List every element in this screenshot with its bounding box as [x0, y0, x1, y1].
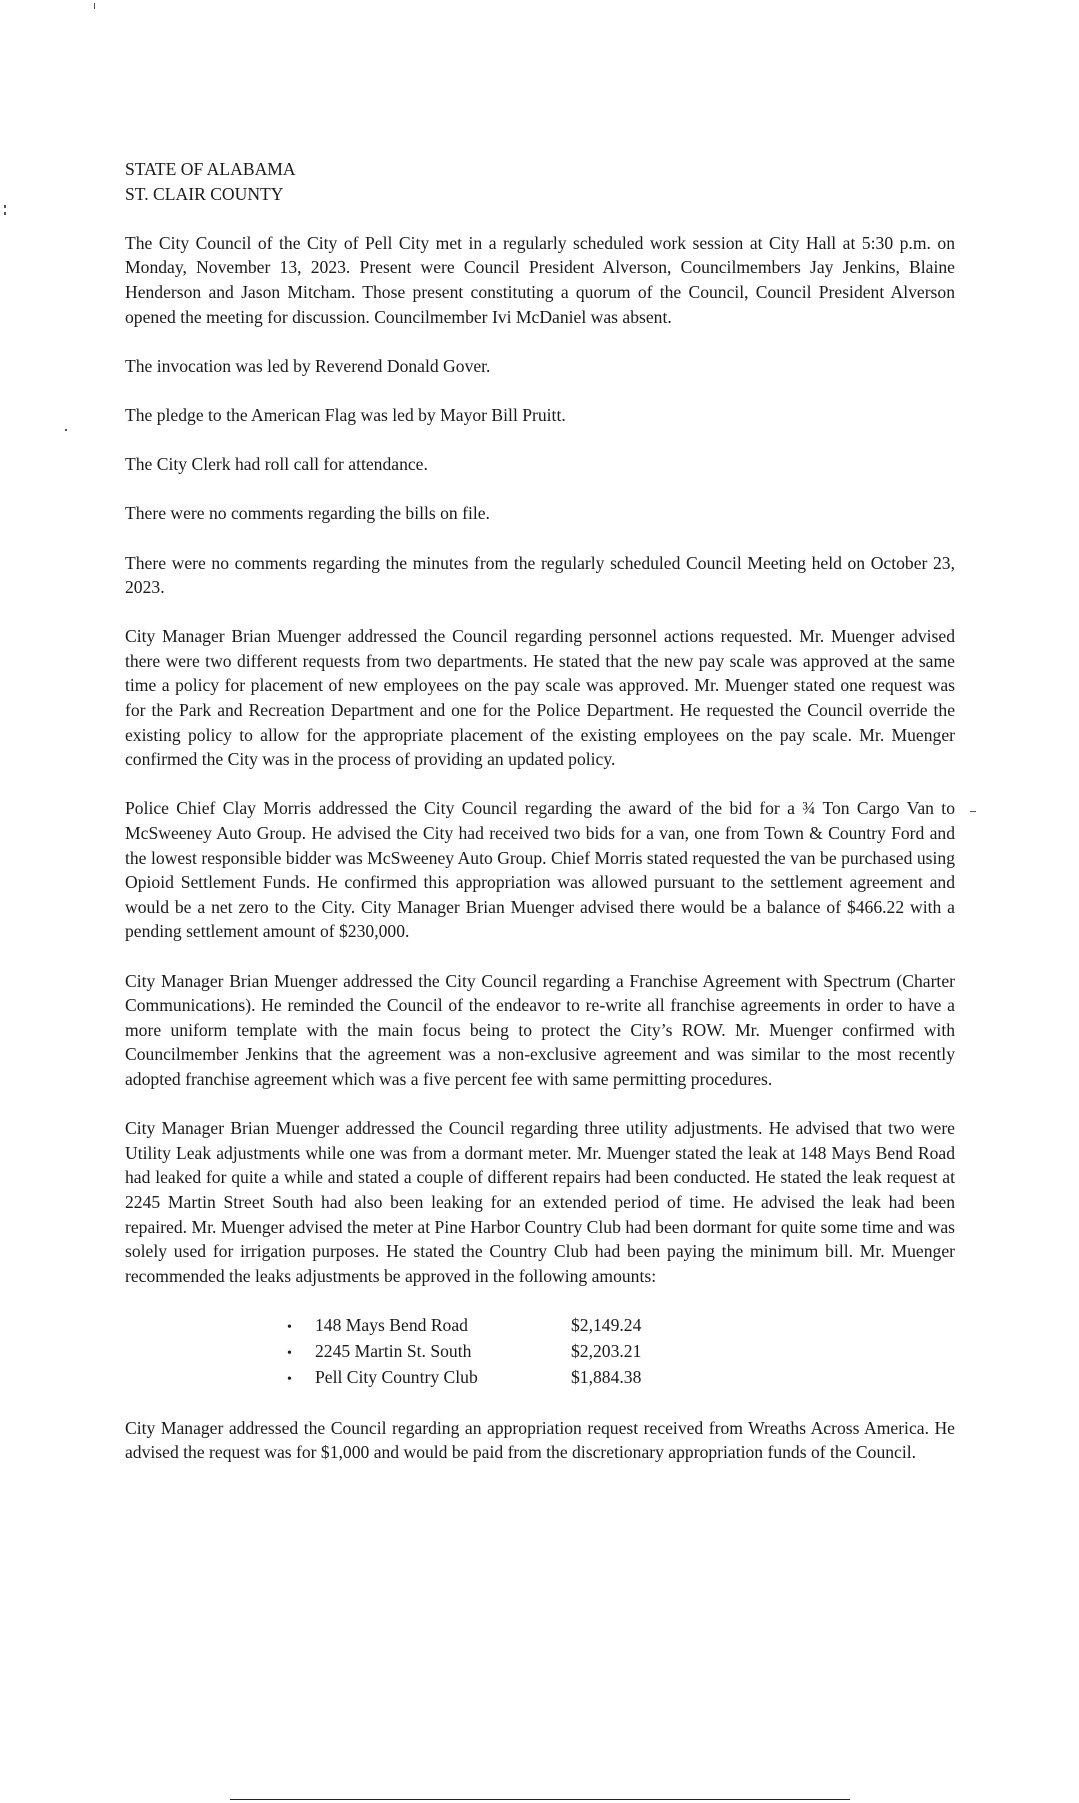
adjustment-location: 148 Mays Bend Road	[315, 1314, 468, 1335]
adjustment-location: 2245 Martin St. South	[315, 1340, 472, 1361]
franchise-agreement-paragraph: City Manager Brian Muenger addressed the City Council regarding a Franchise Agreement with Spectrum (Charter Communications). He reminded the Council of the endeavor to re-write all franchise agreements in order to have a more uniform template with the main focus being to protect the City’s ROW. Mr. Muenger confirmed with Councilmember Jenkins that the agreement was a non-exclusive agreement and was similar to the most recently adopted franchise agreement which was a five percent fee with same permitting procedures.	[125, 970, 955, 1089]
adjustment-amount: $2,149.24	[571, 1314, 642, 1335]
minutes-paragraph: There were no comments regarding the minutes from the regularly scheduled Council Meeting held on October 23, 2023.	[125, 552, 955, 598]
bills-paragraph: There were no comments regarding the bills on file.	[125, 503, 490, 524]
county-line: ST. CLAIR COUNTY	[125, 183, 284, 204]
document-body	[125, 157, 955, 1489]
scan-speck	[94, 3, 95, 9]
adjustment-list	[125, 1313, 955, 1391]
scan-speck	[4, 212, 6, 215]
roll-call-paragraph: The City Clerk had roll call for attendance.	[125, 454, 428, 475]
cargo-van-bid-paragraph: Police Chief Clay Morris addressed the City Council regarding the award of the bid for a ¾ Ton Cargo Van to McSweeney Auto Group. He advised the City had received two bids for a van, one from Town & Country Ford and the lowest responsible bidder was McSweeney Auto Group. Chief Morris stated requested the van be purchased using Opioid Settlement Funds. He confirmed this appropriation was allowed pursuant to the settlement agreement and would be a net zero to the City. City Manager Brian Muenger advised there would be a balance of $466.22 with a pending settlement amount of $230,000.	[125, 798, 955, 942]
list-item	[287, 1339, 955, 1365]
venue-header	[125, 157, 955, 206]
scan-speck	[65, 429, 67, 431]
bullet-icon: •	[287, 1319, 292, 1335]
wreaths-appropriation-paragraph: City Manager addressed the Council regarding an appropriation request received from Wreaths Across America. He advised the request was for $1,000 and would be paid from the discretionary appropriation funds of the Council.	[125, 1417, 955, 1463]
bullet-icon: •	[287, 1345, 292, 1361]
pledge-paragraph: The pledge to the American Flag was led by Mayor Bill Pruitt.	[125, 404, 566, 425]
adjustment-location: Pell City Country Club	[315, 1366, 478, 1387]
adjustment-amount: $2,203.21	[571, 1340, 642, 1361]
bullet-icon: •	[287, 1371, 292, 1387]
adjustment-amount: $1,884.38	[571, 1366, 642, 1387]
signature-rule	[230, 1799, 850, 1800]
list-item	[287, 1313, 955, 1339]
personnel-paragraph: City Manager Brian Muenger addressed the Council regarding personnel actions requested. Mr. Muenger advised there were two different requests from two departments. He stated that the new pay scale was approved at the same time a policy for placement of new employees on the pay scale was approved. Mr. Muenger stated one request was for the Park and Recreation Department and one for the Police Department. He requested the Council override the existing policy to allow for the appropriate placement of the existing employees on the pay scale. Mr. Muenger confirmed the City was in the process of providing an updated policy.	[125, 626, 955, 770]
state-line: STATE OF ALABAMA	[125, 159, 296, 179]
list-item	[287, 1365, 955, 1391]
meeting-opening-paragraph: The City Council of the City of Pell City met in a regularly scheduled work session at City Hall at 5:30 p.m. on Monday, November 13, 2023. Present were Council President Alverson, Councilmembers Jay Jenkins, Blaine Henderson and Jason Mitcham. Those present constituting a quorum of the Council, Council President Alverson opened the meeting for discussion. Councilmember Ivi McDaniel was absent.	[125, 232, 955, 327]
scan-speck	[970, 811, 976, 812]
invocation-paragraph: The invocation was led by Reverend Donald Gover.	[125, 355, 491, 376]
scan-speck	[4, 205, 6, 208]
utility-adjustments-paragraph: City Manager Brian Muenger addressed the Council regarding three utility adjustments. He advised that two were Utility Leak adjustments while one was from a dormant meter. Mr. Muenger stated the leak at 148 Mays Bend Road had leaked for quite a while and stated a couple of different repairs had been conducted. He stated the leak request at 2245 Martin Street South had also been leaking for an extended period of time. He advised the leak had been repaired. Mr. Muenger advised the meter at Pine Harbor Country Club had been dormant for quite some time and was solely used for irrigation purposes. He stated the Country Club had been paying the minimum bill. Mr. Muenger recommended the leaks adjustments be approved in the following amounts:	[125, 1118, 955, 1286]
